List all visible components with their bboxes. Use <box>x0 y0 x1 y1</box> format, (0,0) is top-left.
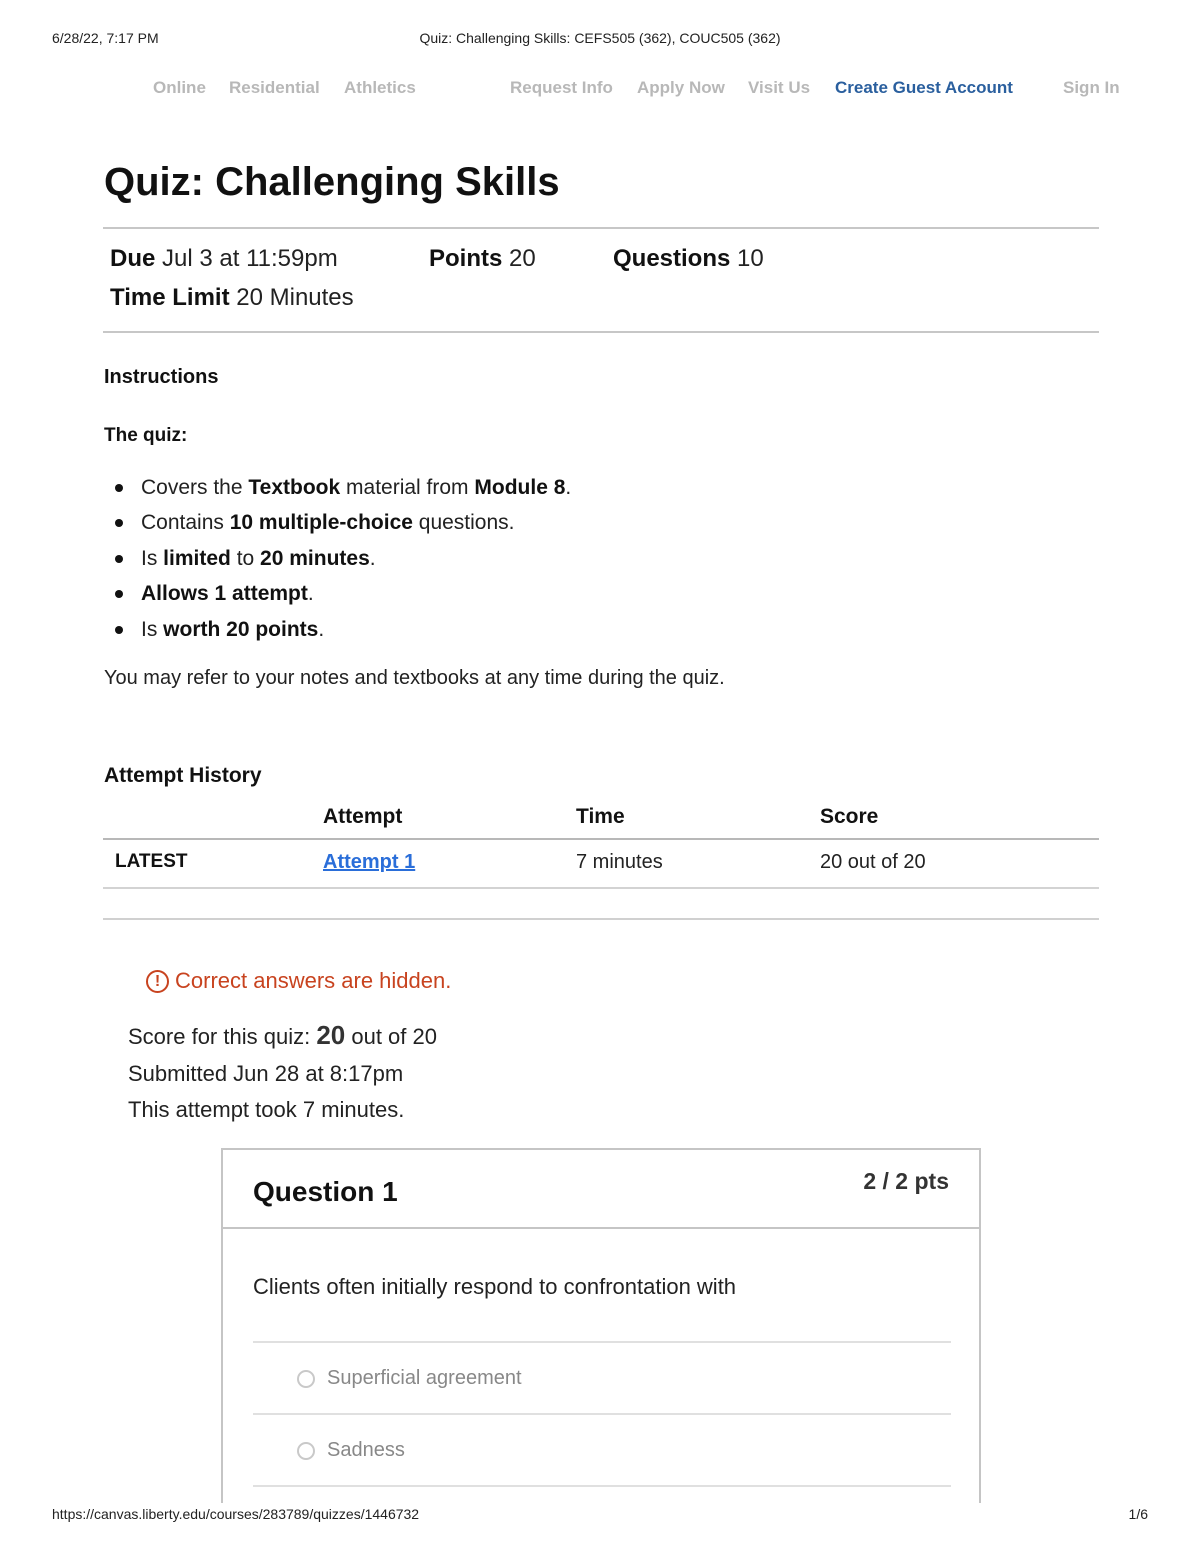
instruction-text: material from <box>340 476 475 499</box>
print-url: https://canvas.liberty.edu/courses/283789/quizzes/1446732 <box>52 1506 420 1522</box>
attempt-history-heading: Attempt History <box>104 764 262 787</box>
radio-icon[interactable] <box>297 1370 315 1388</box>
instruction-text: Allows 1 attempt <box>141 582 308 606</box>
answer-option[interactable] <box>297 1367 522 1390</box>
due-value: Jul 3 at 11:59pm <box>162 245 338 272</box>
attempt-duration: This attempt took 7 minutes. <box>128 1097 405 1122</box>
top-nav <box>0 78 1200 102</box>
instructions-intro: The quiz: <box>104 425 188 446</box>
nav-apply-now[interactable]: Apply Now <box>637 78 725 97</box>
nav-residential[interactable]: Residential <box>229 78 320 97</box>
instruction-text: 20 minutes <box>260 546 370 570</box>
time-limit-value: 20 Minutes <box>236 284 354 311</box>
score-suffix: out of 20 <box>345 1024 437 1049</box>
instruction-item <box>112 509 571 544</box>
question-text: Clients often initially respond to confrontation with <box>253 1274 737 1299</box>
score-value: 20 <box>316 1020 346 1050</box>
instructions-list <box>112 474 571 651</box>
instruction-text: Is <box>141 617 164 641</box>
instruction-text: Textbook <box>248 476 341 499</box>
instruction-item <box>112 545 571 580</box>
instruction-text: 10 multiple-choice <box>229 511 413 535</box>
instruction-text: Contains <box>141 511 230 535</box>
answers-hidden-text: Correct answers are hidden. <box>175 968 452 993</box>
print-page-number: 1/6 <box>1128 1506 1148 1522</box>
instructions-note: You may refer to your notes and textbooks at any time during the quiz. <box>104 667 725 689</box>
history-divider <box>103 918 1099 920</box>
nav-create-guest-account[interactable]: Create Guest Account <box>835 78 1013 97</box>
answer-divider <box>253 1485 951 1487</box>
attempt-1-link[interactable]: Attempt 1 <box>323 851 416 873</box>
nav-visit-us[interactable]: Visit Us <box>748 78 811 97</box>
answer-label: Superficial agreement <box>327 1367 522 1389</box>
score-prefix: Score for this quiz: <box>128 1024 317 1049</box>
answer-option[interactable] <box>297 1439 405 1462</box>
instruction-text: . <box>318 617 325 641</box>
time-limit <box>110 284 354 312</box>
answers-hidden-notice <box>146 968 451 994</box>
attempt-score: 20 out of 20 <box>820 851 926 873</box>
table-header-row <box>103 800 1099 840</box>
instruction-text: Covers the <box>141 476 249 499</box>
due-date <box>110 245 338 273</box>
question-title: Question 1 <box>253 1176 398 1207</box>
print-header <box>52 30 1148 50</box>
submitted-time: Submitted Jun 28 at 8:17pm <box>128 1061 404 1086</box>
instruction-item <box>112 616 571 651</box>
nav-online[interactable]: Online <box>153 78 206 97</box>
instruction-text: Module 8 <box>474 476 566 499</box>
latest-label: LATEST <box>115 851 188 872</box>
instruction-text: . <box>307 582 314 606</box>
instruction-text: to <box>230 546 261 570</box>
radio-icon[interactable] <box>297 1442 315 1460</box>
points-value: 20 <box>509 245 536 272</box>
nav-sign-in[interactable]: Sign In <box>1063 78 1120 97</box>
instruction-item <box>112 474 571 509</box>
page-title: Quiz: Challenging Skills <box>104 160 560 204</box>
due-label: Due <box>110 245 156 272</box>
nav-athletics[interactable]: Athletics <box>344 78 416 97</box>
print-page-title: Quiz: Challenging Skills: CEFS505 (362), COUC505 (362) <box>419 30 781 46</box>
points-label: Points <box>429 245 503 272</box>
title-divider <box>103 227 1099 229</box>
points <box>429 245 536 273</box>
col-score: Score <box>820 805 879 828</box>
table-row <box>103 840 1099 889</box>
instruction-text: Is <box>141 546 164 570</box>
instruction-text: . <box>369 546 376 570</box>
print-datetime: 6/28/22, 7:17 PM <box>52 30 159 46</box>
meta-divider <box>103 331 1099 333</box>
print-footer <box>52 1506 1148 1526</box>
col-attempt: Attempt <box>323 805 403 828</box>
questions-value: 10 <box>737 245 764 272</box>
instructions-heading: Instructions <box>104 366 219 388</box>
instruction-text: questions. <box>412 511 515 535</box>
attempt-time: 7 minutes <box>576 851 663 873</box>
col-time: Time <box>576 805 625 828</box>
answer-divider <box>253 1341 951 1343</box>
question-card <box>221 1148 981 1503</box>
question-points: 2 / 2 pts <box>863 1168 949 1194</box>
answer-label: Sadness <box>327 1439 405 1461</box>
instruction-text: worth 20 points <box>163 617 319 641</box>
warning-icon: ! <box>146 970 169 993</box>
attempt-history-table <box>103 800 1099 889</box>
instruction-text: limited <box>163 546 231 570</box>
questions-label: Questions <box>613 245 731 272</box>
answer-divider <box>253 1413 951 1415</box>
question-header <box>223 1150 979 1229</box>
instruction-text: . <box>565 476 572 499</box>
questions-count <box>613 245 764 273</box>
nav-request-info[interactable]: Request Info <box>510 78 613 97</box>
time-limit-label: Time Limit <box>110 284 230 311</box>
instruction-item <box>112 580 571 615</box>
quiz-score <box>128 1020 437 1051</box>
